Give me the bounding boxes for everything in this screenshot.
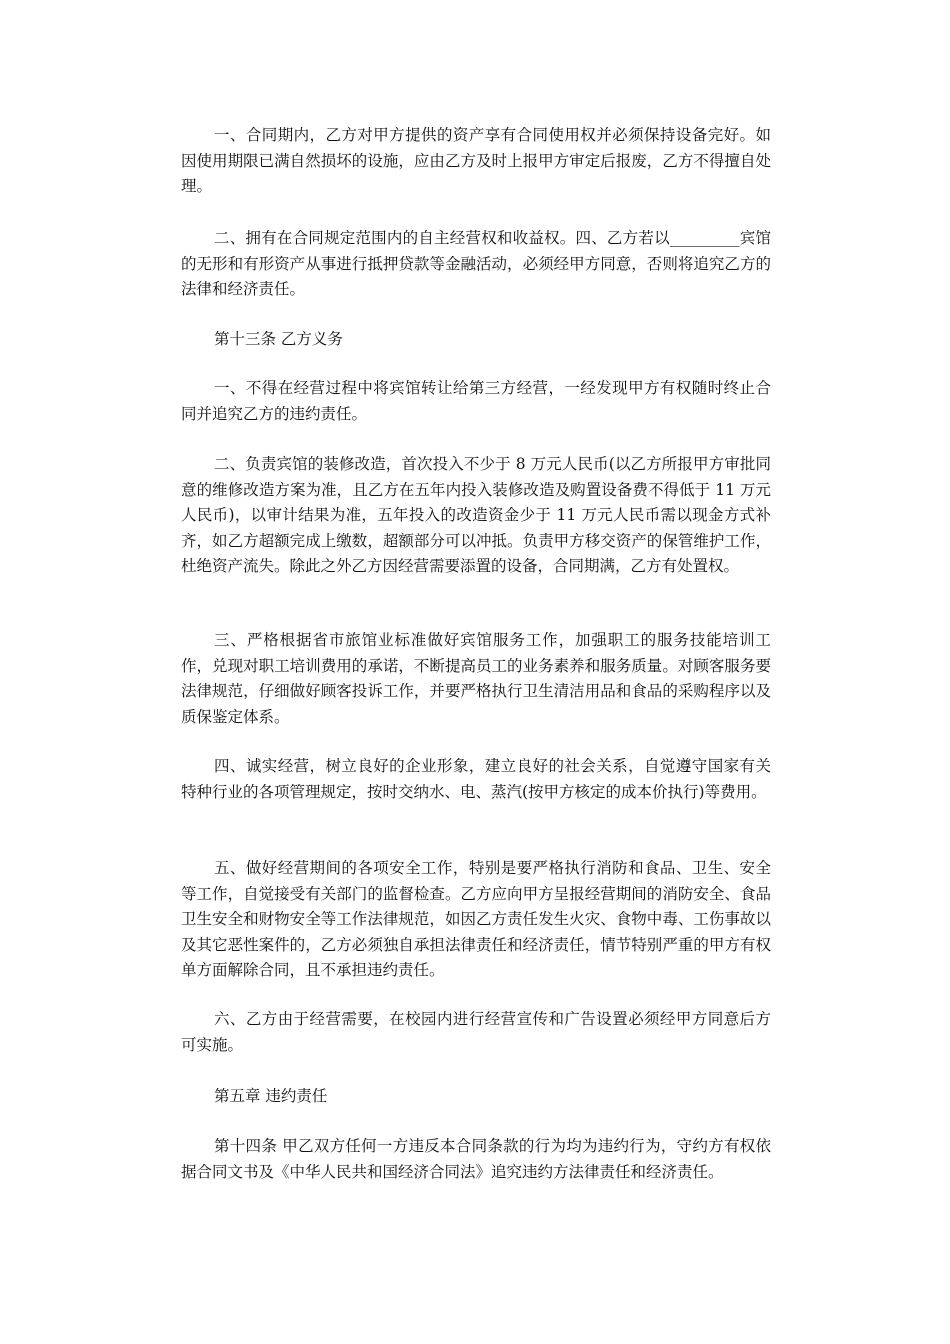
heading-chapter-5: 第五章 违约责任 bbox=[214, 1087, 328, 1105]
heading-article-13: 第十三条 乙方义务 bbox=[214, 330, 343, 348]
paragraph-article-14: 第十四条 甲乙双方任何一方违反本合同条款的行为均为违约行为，守约方有权依据合同文书及《中华人民共和国经济合同法》追究违约方法律责任和经济责任。 bbox=[181, 1137, 771, 1181]
paragraph-article-13-clause-5: 五、做好经营期间的各项安全工作，特别是要严格执行消防和食品、卫生、安全等工作，自觉接受有关部门的监督检查。乙方应向甲方呈报经营期间的消防安全、食品卫生安全和财物安全等工作法律规范，如因乙方责任发生火灾、食物中毒、工伤事故以及其它恶性案件的，乙方必须独自承担法律责任和经济责任，情节特别严重的甲方有权单方面解除合同，且不承担违约责任。 bbox=[181, 859, 771, 979]
paragraph-article-13-clause-4: 四、诚实经营，树立良好的企业形象，建立良好的社会关系，自觉遵守国家有关特种行业的各项管理规定，按时交纳水、电、蒸汽(按甲方核定的成本价执行)等费用。 bbox=[181, 757, 771, 801]
paragraph-article-13-clause-2: 二、负责宾馆的装修改造，首次投入不少于 8 万元人民币(以乙方所报甲方审批同意的维修改造方案为准，且乙方在五年内投入装修改造及购置设备费不得低于 11 万元人民币)，以审计结果为准，五年投入的改造资金少于 11 万元人民币需以现金方式补齐，如乙方超额完成上缴数，超额部分可以冲抵。负责甲方移交资产的保管维护工作，杜绝资产流失。除此之外乙方因经营需要添置的设备，合同期满，乙方有处置权。 bbox=[181, 455, 771, 575]
paragraph-article-13-clause-6: 六、乙方由于经营需要，在校园内进行经营宣传和广告设置必须经甲方同意后方可实施。 bbox=[181, 1010, 771, 1054]
paragraph-article-12-clause-2: 二、拥有在合同规定范围内的自主经营权和收益权。四、乙方若以_________宾馆的无形和有形资产从事进行抵押贷款等金融活动，必须经甲方同意，否则将追究乙方的法律和经济责任。 bbox=[181, 229, 771, 298]
paragraph-article-13-clause-1: 一、不得在经营过程中将宾馆转让给第三方经营，一经发现甲方有权随时终止合同并追究乙方的违约责任。 bbox=[181, 379, 771, 423]
paragraph-article-13-clause-3: 三、严格根据省市旅馆业标准做好宾馆服务工作，加强职工的服务技能培训工作，兑现对职工培训费用的承诺，不断提高员工的业务素养和服务质量。对顾客服务要法律规范，仔细做好顾客投诉工作，并要严格执行卫生清洁用品和食品的采购程序以及质保鉴定体系。 bbox=[181, 631, 771, 726]
paragraph-article-12-clause-1: 一、合同期内，乙方对甲方提供的资产享有合同使用权并必须保持设备完好。如因使用期限已满自然损坏的设施，应由乙方及时上报甲方审定后报废，乙方不得擅自处理。 bbox=[181, 126, 771, 195]
